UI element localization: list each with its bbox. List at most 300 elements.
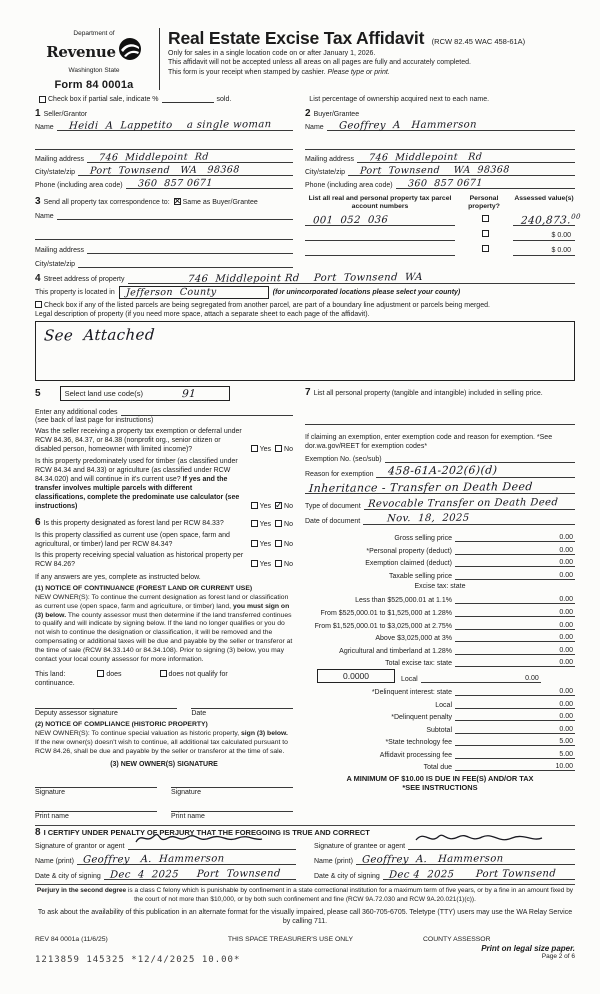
reason-label: Reason for exemption	[305, 471, 374, 479]
footer-row	[35, 936, 575, 943]
parcel-numbers-header: List all real and personal property tax parcel account numbers	[308, 195, 452, 211]
notice-continuance-body	[35, 594, 293, 666]
grantor-sig-label: Signature of grantor or agent	[35, 842, 125, 850]
located-in-label: This property is located in	[35, 289, 115, 296]
tier1-row	[305, 592, 575, 605]
buyer-city-field[interactable]	[348, 165, 575, 176]
timber-yes-checkbox[interactable]	[251, 502, 258, 509]
money-label-3: Taxable selling price	[388, 572, 452, 580]
section-1-number: 1	[35, 108, 41, 119]
parcel-row-1	[305, 211, 582, 227]
dor-logo	[35, 26, 153, 91]
notice2-p1: NEW OWNER(S): To continue special valuation as historic property,	[35, 729, 241, 737]
personal-property-text: List all personal property (tangible and intangible) included in selling price.	[313, 390, 543, 398]
seller-phone-label: Phone (including area code)	[35, 182, 123, 189]
money-field-0[interactable]	[455, 534, 575, 542]
header-divider	[159, 28, 160, 90]
money-field-12[interactable]	[455, 701, 575, 709]
money-field-2[interactable]	[455, 559, 575, 567]
revenue-logo-icon	[118, 37, 142, 66]
section-8-number: 8	[35, 826, 41, 838]
current-use-no-checkbox[interactable]	[275, 540, 282, 547]
money-label-14: Subtotal	[426, 726, 452, 734]
money-label-17: Total due	[423, 764, 452, 772]
same-as-buyer-checkbox[interactable]	[174, 198, 181, 205]
seller-city-value: Port Townsend WA 98368	[89, 164, 241, 177]
ownership-percent-note: List percentage of ownership acquired next to each name.	[309, 96, 490, 103]
corr-name-label: Name	[35, 213, 54, 220]
owner-signature-field-2[interactable]	[171, 779, 293, 788]
tier4-row	[305, 630, 575, 643]
parties-section	[35, 107, 575, 189]
new-owners-signature-title: (3) NEW OWNER(S) SIGNATURE	[110, 761, 218, 769]
seller-name-field[interactable]	[57, 120, 293, 131]
money-label-16: Affidavit processing fee	[379, 751, 452, 759]
legal-description-box[interactable]	[35, 321, 575, 381]
correspondence-block	[35, 195, 293, 268]
grantor-name-value: Geoffrey A. Hammerson	[82, 853, 225, 866]
correspondence-parcels-section	[35, 195, 582, 268]
seller-mailing-field[interactable]	[87, 152, 293, 163]
partial-sale-label: Check box if partial sale, indicate %	[48, 96, 159, 103]
parcels-block	[305, 195, 582, 268]
county-note: (for unincorporated locations please select your county)	[272, 289, 461, 296]
forest-yes-label: Yes	[259, 521, 272, 529]
forest-land-question	[35, 516, 293, 529]
parcel-row-2	[305, 226, 575, 241]
grantee-signature-field[interactable]	[408, 838, 575, 850]
timber-yes-label: Yes	[259, 503, 272, 511]
seller-heading: Seller/Grantor	[43, 111, 88, 118]
assessed-value-1-cents: 00	[570, 212, 582, 221]
segregated-checkbox[interactable]	[35, 301, 42, 308]
corr-extra-field[interactable]	[35, 229, 293, 240]
owner-printname-field-2[interactable]	[171, 803, 293, 812]
exemption-no-value: 458-61A-202(6)(d)	[388, 463, 499, 478]
historical-no-checkbox[interactable]	[275, 560, 282, 567]
county-row	[35, 286, 575, 299]
buyer-name-value: Geoffrey A Hammerson	[338, 119, 477, 132]
grantor-name-field[interactable]	[77, 852, 296, 865]
exemption-no-checkbox[interactable]	[275, 445, 282, 452]
print-note: Print on legal size paper.	[481, 944, 575, 953]
document-date-value: Nov. 18, 2025	[386, 513, 471, 525]
buyer-city-label: City/state/zip	[305, 169, 346, 176]
current-use-yes-label: Yes	[259, 541, 272, 549]
notice2-bold: sign (3) below.	[241, 729, 288, 737]
subtitle-3-plain: This form is your receipt when stamped by cashier.	[168, 68, 328, 76]
buyer-name-label: Name	[305, 124, 324, 131]
parcel-number-field-1[interactable]	[305, 214, 455, 226]
money-value-8: 0.00	[559, 646, 573, 654]
alternate-format-note: To ask about the availability of this publication in an alternate format for the visually impaired, please call 360-705-6705. Teletype (TTY) users may use the WA Relay Service by calling 711.	[37, 909, 573, 926]
section-2-number: 2	[305, 108, 311, 119]
minimum-due-note: A MINIMUM OF $10.00 IS DUE IN FEE(S) AND/OR TAX	[346, 774, 534, 784]
owner-signature-field-1[interactable]	[35, 779, 157, 788]
partial-sale-checkbox[interactable]	[39, 96, 46, 103]
total-due-row	[305, 759, 575, 772]
land-use-label: Select land use code(s)	[64, 389, 143, 399]
additional-codes-label: Enter any additional codes	[35, 409, 118, 417]
parcel-number-field-3[interactable]	[305, 244, 455, 256]
money-value-14: 0.00	[559, 725, 573, 733]
land-use-select[interactable]	[60, 386, 230, 401]
rev-number: REV 84 0001a (11/6/25)	[35, 936, 108, 944]
exemption-claimed-row	[305, 555, 575, 568]
tier3-row	[305, 617, 575, 630]
money-value-4: 0.00	[559, 596, 573, 604]
timber-no-label: No	[284, 503, 293, 511]
money-field-17[interactable]	[455, 763, 575, 771]
historical-question	[35, 551, 293, 569]
subtitle-3	[168, 68, 575, 77]
treasurer-use-label: THIS SPACE TREASURER'S USE ONLY	[227, 936, 353, 944]
gross-selling-price-row	[305, 529, 575, 542]
street-address-field[interactable]	[128, 273, 576, 284]
buyer-extra-field[interactable]	[305, 139, 575, 150]
grantee-date-city-label: Date & city of signing	[314, 872, 380, 880]
print-note-block	[481, 944, 575, 960]
delinquent-penalty-row	[305, 709, 575, 722]
notice1-p2: The county assessor must then determine if the land transferred continues to qualify and will indicate by signing below. If the land no longer qualifies or you do not wish to continue the designation or classification, it will be removed and the compensating or additional taxes will be due and payable by the seller or transferor at the time of sale (RCW 84.33.140 or 84.34.108). Prior to signing (3) below, you may contact your local county assessor for more information.	[35, 611, 293, 664]
money-label-10: Local	[401, 676, 418, 684]
forest-land-label: Is this property designated as forest land per RCW 84.33?	[43, 520, 224, 528]
money-label-2: Exemption claimed (deduct)	[365, 560, 452, 568]
assessed-value-field-1[interactable]	[513, 212, 582, 227]
assessed-value-field-2[interactable]	[513, 229, 575, 241]
same-as-buyer-checkmark: ✕	[173, 196, 182, 206]
dept-of-label: Department of	[73, 30, 115, 37]
assessed-value-1-main: 240,873.	[520, 214, 572, 227]
seller-mailing-label: Mailing address	[35, 156, 85, 163]
corr-mailing-field[interactable]	[87, 243, 293, 254]
money-value-9: 0.00	[559, 659, 573, 667]
personal-property-checkbox-1[interactable]	[482, 215, 489, 222]
section-4-number: 4	[35, 273, 41, 284]
title-block	[168, 26, 575, 77]
personal-property-field[interactable]	[305, 399, 575, 425]
owner-signature-label-1: Signature	[35, 788, 65, 796]
seller-phone-field[interactable]	[126, 178, 293, 189]
money-field-6[interactable]	[455, 622, 575, 630]
perjury-text	[35, 887, 575, 905]
title-rcw-ref: (RCW 82.45 WAC 458-61A)	[431, 37, 526, 46]
page-title: Real Estate Excise Tax Affidavit	[168, 28, 425, 48]
correspondence-label: Send all property tax correspondence to:	[43, 199, 170, 206]
seller-mailing-value: 746 Middlepoint Rd	[98, 151, 210, 164]
seller-city-label: City/state/zip	[35, 169, 76, 176]
money-label-12: Local	[435, 701, 452, 709]
money-label-4: Less than $525,000.01 at 1.1%	[355, 597, 452, 605]
county-value: Jefferson County	[125, 286, 217, 299]
money-value-0: 0.00	[559, 533, 573, 541]
this-land-row	[35, 670, 293, 679]
deputy-assessor-row	[35, 699, 293, 718]
timber-text-plain: Is this property predominately used for timber (as classified under RCW 84.34 and 84.33) or agriculture (as classified under RCW 84.34.020) and will continue in it's current use?	[35, 457, 238, 483]
money-field-10[interactable]	[421, 675, 541, 683]
document-type-value: Revocable Transfer on Death Deed	[367, 497, 559, 511]
grantor-signature-scrawl	[134, 830, 264, 851]
details-columns	[35, 386, 575, 821]
exemption-no-field[interactable]	[385, 452, 575, 463]
money-value-3: 0.00	[559, 571, 573, 579]
seller-phone-value: 360 857 0671	[137, 177, 213, 190]
money-label-15: *State technology fee	[385, 739, 452, 747]
delinquent-interest-local-row	[305, 696, 575, 709]
corr-name-field[interactable]	[57, 209, 293, 220]
timber-text-bold: If yes and the transfer involves multiple parcels with different classifications, complete the predominate use calculator (see instructions)	[35, 475, 240, 511]
land-use-value: 91	[182, 387, 197, 400]
reason-field-2[interactable]	[305, 478, 575, 494]
document-date-label: Date of document	[305, 518, 361, 526]
does-label: does	[106, 671, 122, 679]
cashier-stamp: 1213859 145325 *12/4/2025 10.00*	[35, 955, 241, 966]
partial-percent-field[interactable]	[162, 96, 214, 103]
left-detail-column	[35, 386, 293, 821]
page-number: Page 2 of 6	[541, 953, 575, 960]
historical-yes-checkbox[interactable]	[251, 560, 258, 567]
money-label-9: Total excise tax: state	[385, 660, 452, 668]
money-table	[305, 529, 575, 771]
grantee-date-city-field[interactable]	[383, 867, 575, 880]
money-label-11: *Delinquent interest: state	[371, 688, 452, 696]
personal-property-deduct-row	[305, 542, 575, 555]
document-type-field[interactable]	[364, 497, 575, 510]
buyer-mailing-field[interactable]	[357, 152, 575, 163]
if-yes-note: If any answers are yes, complete as instructed below.	[35, 573, 201, 581]
corr-mailing-label: Mailing address	[35, 247, 85, 254]
current-use-yes-checkbox[interactable]	[251, 540, 258, 547]
money-field-1[interactable]	[455, 547, 575, 555]
money-value-10: 0.00	[525, 675, 539, 683]
county-select-box[interactable]	[119, 286, 269, 299]
buyer-heading: Buyer/Grantee	[313, 111, 360, 118]
timber-no-checkmark: ✓	[275, 500, 283, 511]
exemption-deferral-question	[35, 427, 293, 454]
street-address-value: 746 Middlepoint Rd Port Townsend WA	[187, 271, 423, 286]
notice-continuance-title: (1) NOTICE OF CONTINUANCE (FOREST LAND OR CURRENT USE)	[35, 584, 253, 592]
historical-no-label: No	[284, 561, 293, 569]
deputy-signature-label: Deputy assessor signature	[35, 709, 118, 717]
taxable-selling-price-row	[305, 567, 575, 580]
money-value-6: 0.00	[559, 621, 573, 629]
document-type-label: Type of document	[305, 503, 361, 511]
buyer-phone-value: 360 857 0671	[407, 177, 483, 190]
grantor-date-city-label: Date & city of signing	[35, 872, 101, 880]
local-rate-value: 0.0000	[343, 671, 369, 682]
seller-city-field[interactable]	[78, 165, 293, 176]
money-value-16: 5.00	[559, 750, 573, 758]
grantee-sig-label: Signature of grantee or agent	[314, 842, 406, 850]
signatures-row	[35, 838, 575, 880]
legal-description-label: Legal description of property (if you need more space, attach a separate sheet to each page of the affidavit).	[35, 311, 370, 319]
perjury-block	[35, 884, 575, 927]
current-use-no-label: No	[284, 541, 293, 549]
grantee-name-field[interactable]	[356, 852, 575, 865]
form-header	[35, 26, 575, 91]
washington-state-label: Washington State	[68, 67, 120, 74]
money-label-13: *Delinquent penalty	[391, 714, 452, 722]
money-field-8[interactable]	[455, 647, 575, 655]
form-number: Form 84 0001a	[54, 79, 134, 91]
document-date-field[interactable]	[363, 512, 575, 525]
money-field-4[interactable]	[455, 596, 575, 604]
revenue-wordmark: Revenue	[46, 42, 116, 61]
exemption-codes-note: If claiming an exemption, enter exemption code and reason for exemption. *See dor.wa.gov/REET for exemption codes*	[305, 434, 553, 451]
money-label-7: Above $3,025,000 at 3%	[375, 635, 452, 643]
same-as-buyer-label: Same as Buyer/Grantee	[182, 199, 258, 206]
legal-description-value: See Attached	[43, 325, 156, 345]
deputy-signature-field[interactable]	[35, 699, 177, 709]
money-label-0: Gross selling price	[394, 534, 452, 542]
assessed-value-field-3[interactable]	[513, 244, 575, 256]
grantor-date-city-value: Dec 4 2025 Port Townsend	[109, 868, 281, 881]
timber-agriculture-text	[35, 457, 247, 512]
owner-printname-row	[35, 803, 293, 821]
grantor-signature-block	[35, 838, 296, 880]
grantor-date-city-field[interactable]	[104, 867, 296, 880]
assessed-value-2: $ 0.00	[551, 232, 571, 240]
local-rate-row	[305, 667, 575, 683]
owner-printname-field-1[interactable]	[35, 803, 157, 812]
money-value-15: 5.00	[559, 738, 573, 746]
owner-printname-label-1: Print name	[35, 812, 69, 820]
money-value-2: 0.00	[559, 559, 573, 567]
money-field-7[interactable]	[455, 634, 575, 642]
buyer-phone-label: Phone (including area code)	[305, 182, 393, 189]
forest-land-text	[35, 516, 247, 529]
property-address-section	[35, 273, 575, 381]
money-label-8: Agricultural and timberland at 1.28%	[339, 647, 452, 655]
money-label-1: *Personal property (deduct)	[366, 547, 452, 555]
buyer-grantee-block	[305, 107, 575, 189]
right-detail-column	[305, 386, 575, 821]
money-value-7: 0.00	[559, 634, 573, 642]
partial-sale-row	[35, 96, 575, 103]
money-field-3[interactable]	[455, 572, 575, 580]
buyer-mailing-value: 746 Middlepoint Rd	[368, 151, 483, 164]
parcel-number-field-2[interactable]	[305, 229, 455, 241]
land-use-row	[35, 386, 293, 401]
exemption-deferral-text: Was the seller receiving a property tax exemption or deferral under RCW 84.36, 84.37, or 84.38 (nonprofit org., senior citizen or disabled person, homeowner with limited income)?	[35, 428, 242, 454]
grantee-name-print-label: Name (print)	[314, 857, 353, 865]
seller-name-label: Name	[35, 124, 54, 131]
forest-no-checkbox[interactable]	[275, 520, 282, 527]
section-5-number: 5	[35, 388, 41, 400]
forest-yes-checkbox[interactable]	[251, 520, 258, 527]
owner-printname-label-2: Print name	[171, 812, 205, 820]
continuance-label: continuance.	[35, 680, 75, 688]
buyer-name-field[interactable]	[327, 120, 575, 131]
does-not-checkbox[interactable]	[160, 670, 167, 677]
deputy-date-label: Date	[191, 709, 207, 717]
delinquent-interest-state-row	[305, 683, 575, 696]
money-value-13: 0.00	[559, 713, 573, 721]
see-instructions-note: *SEE INSTRUCTIONS	[402, 783, 478, 793]
personal-property-checkbox-2[interactable]	[482, 230, 489, 237]
notice1-bold: you must sign on (3) below.	[35, 602, 290, 619]
subtitle-2: This affidavit will not be accepted unless all areas on all pages are fully and accurately completed.	[168, 59, 471, 67]
notice2-p2: If the new owner(s) doesn't wish to continue, all additional tax calculated pursuant to RCW 84.26, shall be due and payable by the seller or transferor at the time of sale.	[35, 738, 288, 755]
notice-compliance-body	[35, 730, 293, 757]
owner-signature-label-2: Signature	[171, 788, 201, 796]
partial-sold-label: sold.	[216, 96, 232, 103]
state-technology-fee-row	[305, 734, 575, 747]
deputy-date-field[interactable]	[191, 699, 293, 709]
money-field-15[interactable]	[455, 738, 575, 746]
corr-city-label: City/state/zip	[35, 261, 76, 268]
grantor-signature-field[interactable]	[128, 838, 296, 850]
exemption-yes-checkbox[interactable]	[251, 445, 258, 452]
total-excise-state-row	[305, 655, 575, 668]
timber-no-checkbox[interactable]	[275, 502, 282, 509]
parcel-row-3	[305, 241, 575, 256]
money-field-11[interactable]	[455, 688, 575, 696]
money-value-17: 10.00	[555, 763, 573, 771]
section-6-number: 6	[35, 517, 41, 529]
current-use-text: Is this property classified as current use (open space, farm and agricultural, or timber) land per RCW 84.34?	[35, 532, 230, 549]
exemption-no-label: Exemption No. (sec/sub)	[305, 456, 382, 464]
grantor-name-print-label: Name (print)	[35, 857, 74, 865]
agricultural-row	[305, 642, 575, 655]
section-7-number: 7	[305, 387, 311, 399]
timber-agriculture-question	[35, 457, 293, 512]
money-field-5[interactable]	[455, 609, 575, 617]
grantee-signature-block	[314, 838, 575, 880]
corr-city-field[interactable]	[78, 257, 293, 268]
affidavit-processing-fee-row	[305, 746, 575, 759]
seller-extra-field[interactable]	[35, 139, 293, 150]
buyer-mailing-label: Mailing address	[305, 156, 355, 163]
grantee-date-city-value: Dec 4 2025 Port Townsend	[388, 868, 557, 881]
reason-value: Inheritance - Transfer on Death Deed	[308, 480, 534, 496]
certify-text: I CERTIFY UNDER PENALTY OF PERJURY THAT THE FOREGOING IS TRUE AND CORRECT	[43, 827, 370, 837]
money-field-16[interactable]	[455, 751, 575, 759]
exemption-yes-label: Yes	[259, 446, 272, 454]
segregated-row	[35, 301, 575, 310]
this-land-label: This land:	[35, 671, 66, 679]
money-label-5: From $525,000.01 to $1,525,000 at 1.28%	[320, 609, 452, 617]
subtotal-row	[305, 721, 575, 734]
personal-property-checkbox-3[interactable]	[482, 245, 489, 252]
money-field-14[interactable]	[455, 726, 575, 734]
additional-codes-note: (see back of last page for instructions)	[35, 417, 154, 425]
county-assessor-label: COUNTY ASSESSOR	[423, 936, 491, 944]
excise-tax-state-header: Excise tax: state	[414, 582, 466, 590]
parcel-number-value-1: 001 052 036	[312, 214, 389, 227]
street-address-label: Street address of property	[43, 276, 125, 283]
personal-property-header: Personal property?	[468, 195, 500, 211]
assessed-value-header: Assessed value(s)	[514, 195, 574, 202]
current-use-question	[35, 531, 293, 549]
does-checkbox[interactable]	[97, 670, 104, 677]
does-not-label: does not qualify for	[168, 671, 228, 679]
segregated-label: Check box if any of the listed parcels are being segregated from another parcel, are part of a boundary line adjustment or parcels being merged.	[44, 302, 490, 309]
money-field-9[interactable]	[455, 659, 575, 667]
grantee-name-value: Geoffrey A. Hammerson	[361, 853, 504, 866]
seller-grantor-block	[35, 107, 293, 189]
additional-codes-field[interactable]	[121, 405, 294, 416]
reason-field[interactable]	[376, 464, 575, 478]
buyer-phone-field[interactable]	[396, 178, 575, 189]
money-value-5: 0.00	[559, 608, 573, 616]
money-field-13[interactable]	[455, 713, 575, 721]
local-rate-box[interactable]	[317, 669, 395, 683]
certification-section	[35, 825, 575, 880]
assessed-value-1	[521, 213, 582, 227]
historical-yes-label: Yes	[259, 561, 272, 569]
tier2-row	[305, 604, 575, 617]
